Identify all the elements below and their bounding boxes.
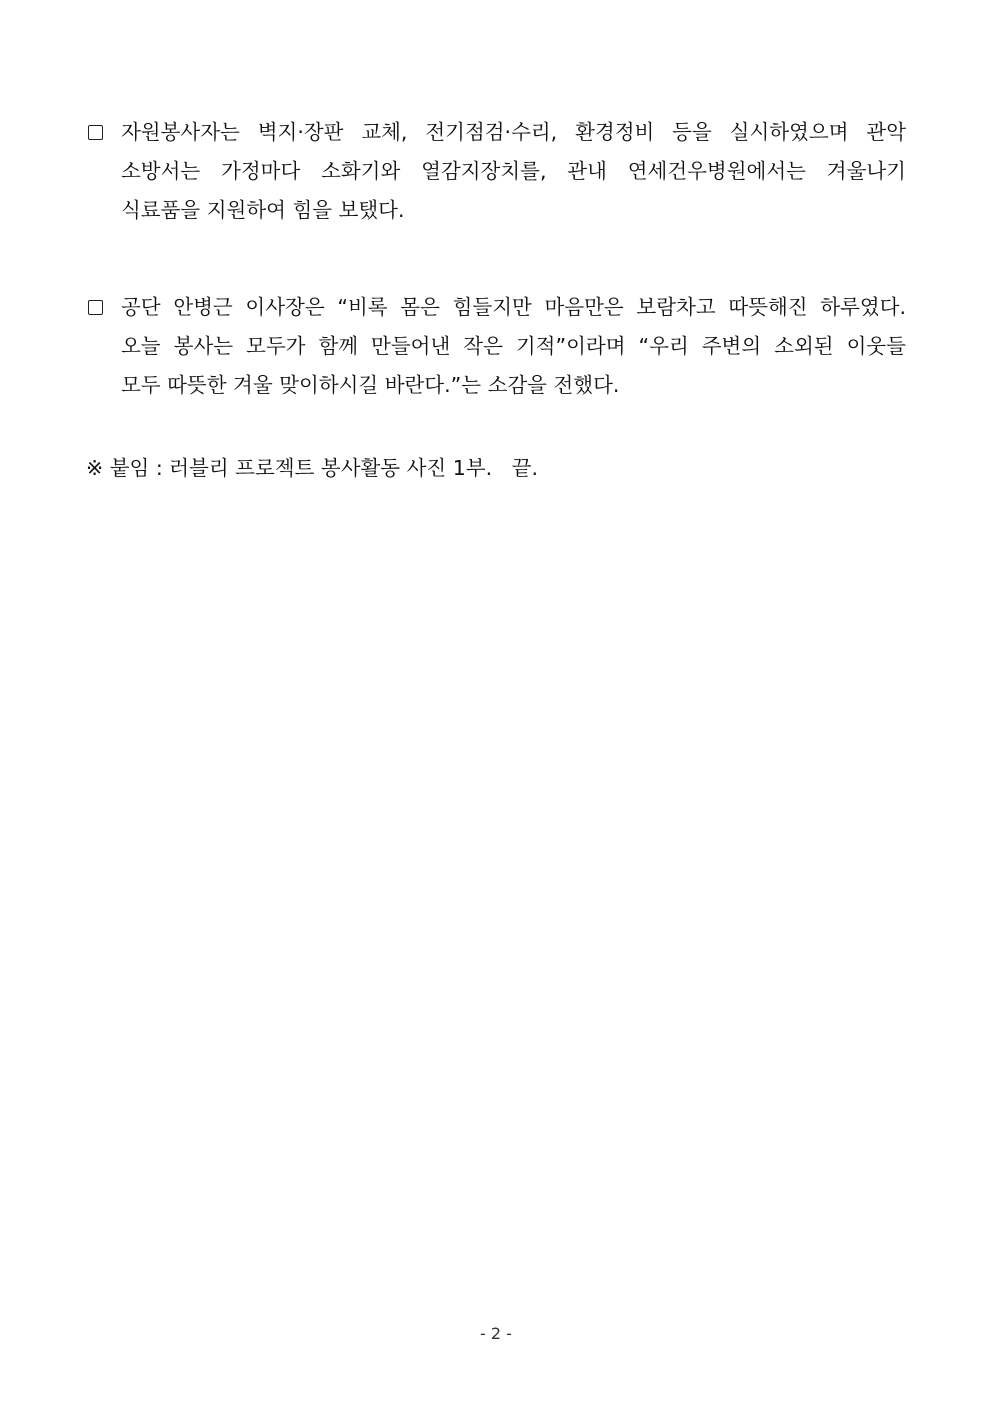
- attachment-note-text: ※ 붙임 : 러블리 프로젝트 봉사활동 사진 1부. 끝.: [86, 456, 538, 480]
- checkbox-bullet-icon: [86, 288, 116, 326]
- paragraph-line: 자원봉사자는 벽지·장판 교체, 전기점검·수리, 환경정비 등을 실시하였으며 관악: [121, 120, 906, 144]
- checkbox-square-icon: [88, 300, 103, 315]
- page-number: - 2 -: [480, 1324, 512, 1343]
- paragraph-line: 식료품을 지원하여 힘을 보탰다.: [121, 198, 405, 222]
- checkbox-square-icon: [88, 125, 103, 140]
- paragraph-line: 모두 따뜻한 겨울 맞이하시길 바란다.”는 소감을 전했다.: [121, 373, 620, 397]
- paragraph-line: 소방서는 가정마다 소화기와 열감지장치를, 관내 연세건우병원에서는 겨울나기: [121, 159, 906, 183]
- checkbox-bullet-icon: [86, 113, 116, 151]
- paragraph-line: 공단 안병근 이사장은 “비록 몸은 힘들지만 마음만은 보람차고 따뜻해진 하루였다.: [121, 295, 906, 319]
- paragraph-line: 오늘 봉사는 모두가 함께 만들어낸 작은 기적”이라며 “우리 주변의 소외된 이웃들: [121, 334, 906, 358]
